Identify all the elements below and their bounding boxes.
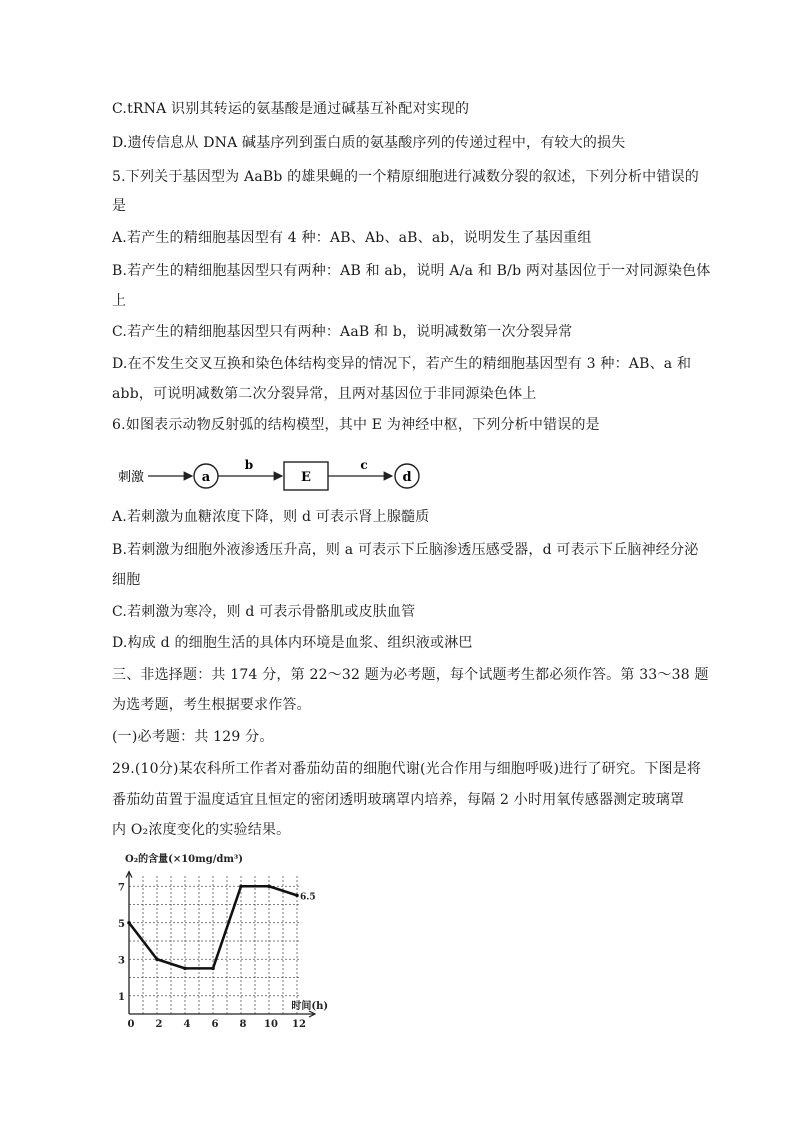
arrow-c-label: c bbox=[360, 458, 368, 472]
y-axis-label: O₂的含量(×10mg/dm³) bbox=[125, 854, 244, 865]
question-6-stem: 6.如图表示动物反射弧的结构模型，其中 E 为神经中枢，下列分析中错误的是 bbox=[112, 417, 600, 433]
center-e-label: E bbox=[301, 470, 311, 485]
question-5-option-b: B.若产生的精细胞基因型只有两种：AB 和 ab，说明 A/a 和 B/b 两对基因位于一对同源染色体 bbox=[112, 263, 711, 279]
o2-data-point bbox=[295, 894, 299, 898]
x-tick-label: 4 bbox=[183, 1019, 191, 1030]
section-3-heading: 三、非选择题：共 174 分，第 22～32 题为必考题，每个试题考生都必须作答。第 33～38 题 bbox=[112, 667, 709, 683]
question-29-stem-cont: 番茄幼苗置于温度适宜且恒定的密闭透明玻璃罩内培养，每隔 2 小时用氧传感器测定玻璃罩 bbox=[112, 792, 685, 808]
arrow-b-label: b bbox=[244, 458, 254, 472]
question-5-option-a: A.若产生的精细胞基因型有 4 种：AB、Ab、aB、ab，说明发生了基因重组 bbox=[112, 230, 592, 246]
o2-data-point bbox=[267, 884, 271, 888]
question-5-stem: 5.下列关于基因型为 AaBb 的雄果蝇的一个精原细胞进行减数分裂的叙述，下列分析中错误的 bbox=[112, 169, 699, 185]
y-tick-label: 3 bbox=[118, 955, 125, 967]
question-6-option-b: B.若刺激为细胞外液渗透压升高，则 a 可表示下丘脑渗透压感受器，d 可表示下丘脑神经分泌 bbox=[112, 542, 699, 558]
section-3-heading-cont: 为选考题，考生根据要求作答。 bbox=[112, 697, 311, 713]
text-line-d-genetic-info: D.遗传信息从 DNA 碱基序列到蛋白质的氨基酸序列的传递过程中，有较大的损失 bbox=[112, 135, 626, 151]
node-d-label: d bbox=[402, 470, 412, 485]
question-6-option-a: A.若刺激为血糖浓度下降，则 d 可表示肾上腺髓质 bbox=[112, 509, 430, 525]
x-tick-label: 6 bbox=[211, 1019, 219, 1030]
x-tick-label: 8 bbox=[239, 1019, 247, 1030]
x-tick-label: 0 bbox=[127, 1019, 135, 1030]
question-6-option-b-cont: 细胞 bbox=[112, 572, 141, 588]
o2-data-point bbox=[183, 967, 187, 971]
question-5-option-d: D.在不发生交叉互换和染色体结构变异的情况下，若产生的精细胞基因型有 3 种：AB、a 和 bbox=[112, 356, 692, 372]
y-tick-label: 5 bbox=[118, 918, 125, 930]
question-29-stem: 29.(10分)某农科所工作者对番茄幼苗的细胞代谢(光合作用与细胞呼吸)进行了研究。下图是将 bbox=[112, 761, 702, 777]
diagram-stimulus-label: 刺激 bbox=[118, 470, 145, 485]
o2-data-point bbox=[239, 884, 243, 888]
x-tick-label: 2 bbox=[155, 1019, 163, 1030]
node-a-label: a bbox=[201, 470, 211, 485]
data-label-last-point: 6.5 bbox=[300, 892, 316, 903]
y-tick-label: 1 bbox=[118, 991, 125, 1003]
o2-concentration-chart bbox=[112, 850, 342, 1030]
x-tick-label: 12 bbox=[292, 1019, 306, 1030]
x-tick-label: 10 bbox=[264, 1019, 278, 1030]
text-line-c-trna: C.tRNA 识别其转运的氨基酸是通过碱基互补配对实现的 bbox=[112, 101, 470, 117]
required-questions-heading: (一)必考题：共 129 分。 bbox=[112, 729, 274, 745]
question-6-option-c: C.若刺激为寒冷，则 d 可表示骨骼肌或皮肤血管 bbox=[112, 604, 416, 620]
o2-data-point bbox=[155, 957, 159, 961]
x-axis-label: 时间(h) bbox=[291, 1001, 329, 1012]
question-5-option-c: C.若产生的精细胞基因型只有两种：AaB 和 b，说明减数第一次分裂异常 bbox=[112, 324, 573, 340]
question-6-option-d: D.构成 d 的细胞生活的具体内环境是血浆、组织液或淋巴 bbox=[112, 635, 473, 651]
chart-series bbox=[127, 884, 315, 970]
o2-data-point bbox=[127, 921, 131, 925]
question-5-stem-cont: 是 bbox=[112, 198, 127, 214]
y-tick-label: 7 bbox=[118, 882, 125, 894]
question-5-option-d-cont: abb，可说明减数第二次分裂异常，且两对基因位于非同源染色体上 bbox=[112, 386, 537, 402]
question-5-option-b-cont: 上 bbox=[112, 293, 127, 309]
o2-data-point bbox=[211, 967, 215, 971]
question-29-stem-end: 内 O₂浓度变化的实验结果。 bbox=[112, 822, 291, 838]
chart-grid bbox=[129, 875, 301, 1014]
reflex-arc-diagram bbox=[118, 455, 438, 497]
